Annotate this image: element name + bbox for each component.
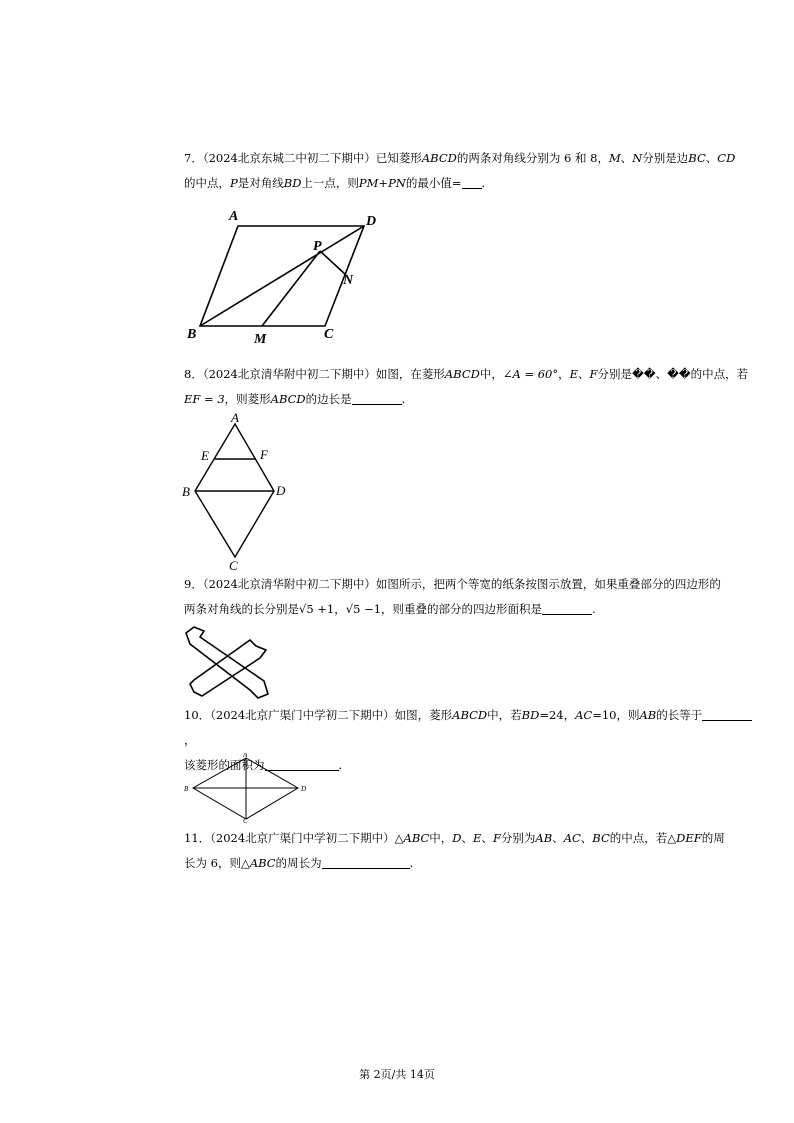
label-C: C — [324, 327, 334, 342]
question-9 — [184, 572, 758, 622]
figure-7-rhombus — [180, 205, 390, 347]
answer-blank — [352, 392, 402, 405]
question-8 — [184, 362, 758, 412]
label-F: F — [260, 447, 268, 462]
question-7-line-1: 7．（2024北京东城二中初二下期中）已知菱形ABCD的两条对角线分别为 6 和 8，M、N分别是边BC、CD — [184, 151, 736, 165]
question-9-line-1: 9．（2024北京清华附中初二下期中）如图所示，把两个等宽的纸条按图示放置，如果重叠部分的四边形的 — [184, 577, 721, 591]
question-9-line-2: 两条对角线的长分别是√5 +1，√5 −1，则重叠的部分的四边形面积是 . — [184, 602, 596, 616]
figure-9-paper-strips — [180, 624, 275, 700]
label-D: D — [301, 785, 307, 793]
question-7 — [184, 146, 758, 196]
question-source: （2024北京广渠门中学初二下期中） — [210, 831, 395, 845]
label-E: E — [201, 448, 209, 463]
answer-blank — [702, 708, 752, 721]
label-D: D — [366, 214, 377, 229]
question-10-line-1: 10．（2024北京广渠门中学初二下期中）如图，菱形ABCD中，若BD=24，AC=10，则AB的长等于， — [184, 703, 758, 753]
label-C: C — [243, 817, 248, 823]
label-A: A — [229, 209, 239, 224]
figure-10-rhombus — [180, 753, 310, 823]
label-A: A — [231, 410, 239, 425]
question-source: （2024北京清华附中初二下期中） — [202, 577, 376, 591]
question-11-line-1: 11．（2024北京广渠门中学初二下期中）△ABC中，D、E、F分别为AB、AC、BC的中点，若△DEF的周 — [184, 831, 725, 845]
question-7-line-2: 的中点，P是对角线BD上一点，则PM+PN的最小值= . — [184, 176, 486, 190]
question-number: 10． — [184, 708, 211, 722]
label-A: A — [243, 753, 248, 759]
answer-blank — [322, 856, 410, 869]
label-D: D — [276, 483, 286, 498]
label-M: M — [254, 332, 267, 347]
question-number: 7． — [184, 151, 203, 165]
label-C: C — [229, 558, 238, 573]
answer-blank — [462, 176, 482, 189]
question-number: 11． — [184, 831, 211, 845]
label-N: N — [343, 273, 354, 288]
label-P: P — [313, 239, 322, 254]
answer-blank — [542, 602, 592, 615]
question-8-line-2: EF = 3，则菱形ABCD的边长是 . — [184, 392, 406, 406]
question-source: （2024北京广渠门中学初二下期中） — [210, 708, 395, 722]
question-number: 9． — [184, 577, 203, 591]
question-number: 8． — [184, 367, 203, 381]
question-source: （2024北京东城二中初二下期中） — [202, 151, 376, 165]
page-footer: 第 2页/共 14页 — [359, 1068, 435, 1081]
figure-8-rhombus — [178, 410, 294, 574]
label-B: B — [182, 484, 190, 499]
question-11-line-2: 长为 6，则△ABC的周长为 . — [184, 856, 414, 870]
label-B: B — [184, 785, 189, 793]
question-8-line-1: 8．（2024北京清华附中初二下期中）如图，在菱形ABCD中，∠A = 60°，E、F分别是��、��的中点，若 — [184, 367, 749, 381]
question-11 — [184, 826, 758, 876]
label-B: B — [187, 327, 197, 342]
question-source: （2024北京清华附中初二下期中） — [202, 367, 376, 381]
question-10-line-2: 该菱形的面积为 . — [184, 758, 343, 772]
